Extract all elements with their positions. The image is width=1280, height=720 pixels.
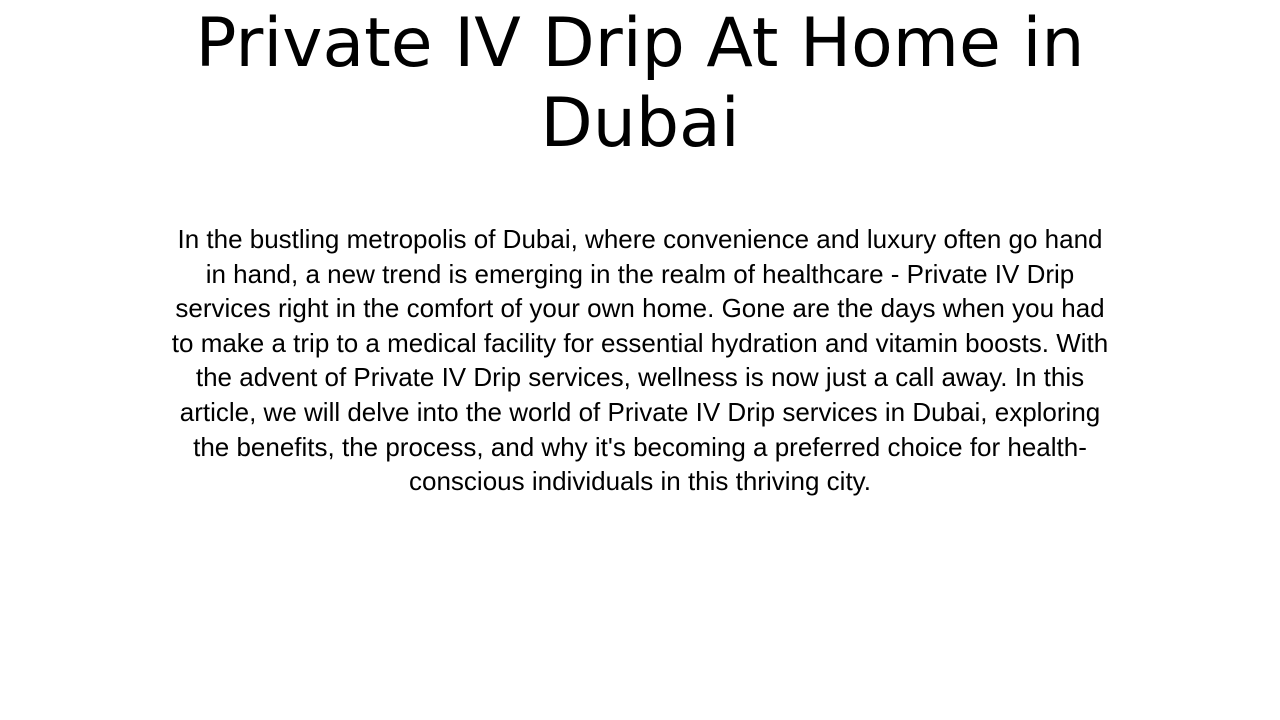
slide-body-text: In the bustling metropolis of Dubai, where convenience and luxury often go hand in hand, a new trend is emerging in the realm of healthcare - Private IV Drip services right in the comfort of your own home. Gone are the days when you had to make a trip to a medical facility for essential hydration and vitamin boosts. With the advent of Private IV Drip services, wellness is now just a call away. In this article, we will delve into the world of Private IV Drip services in Dubai, exploring the benefits, the process, and why it's becoming a preferred choice for health-conscious individuals in this thriving city. xyxy=(171,224,1109,497)
slide-title: Private IV Drip At Home in Dubai xyxy=(195,4,1085,163)
